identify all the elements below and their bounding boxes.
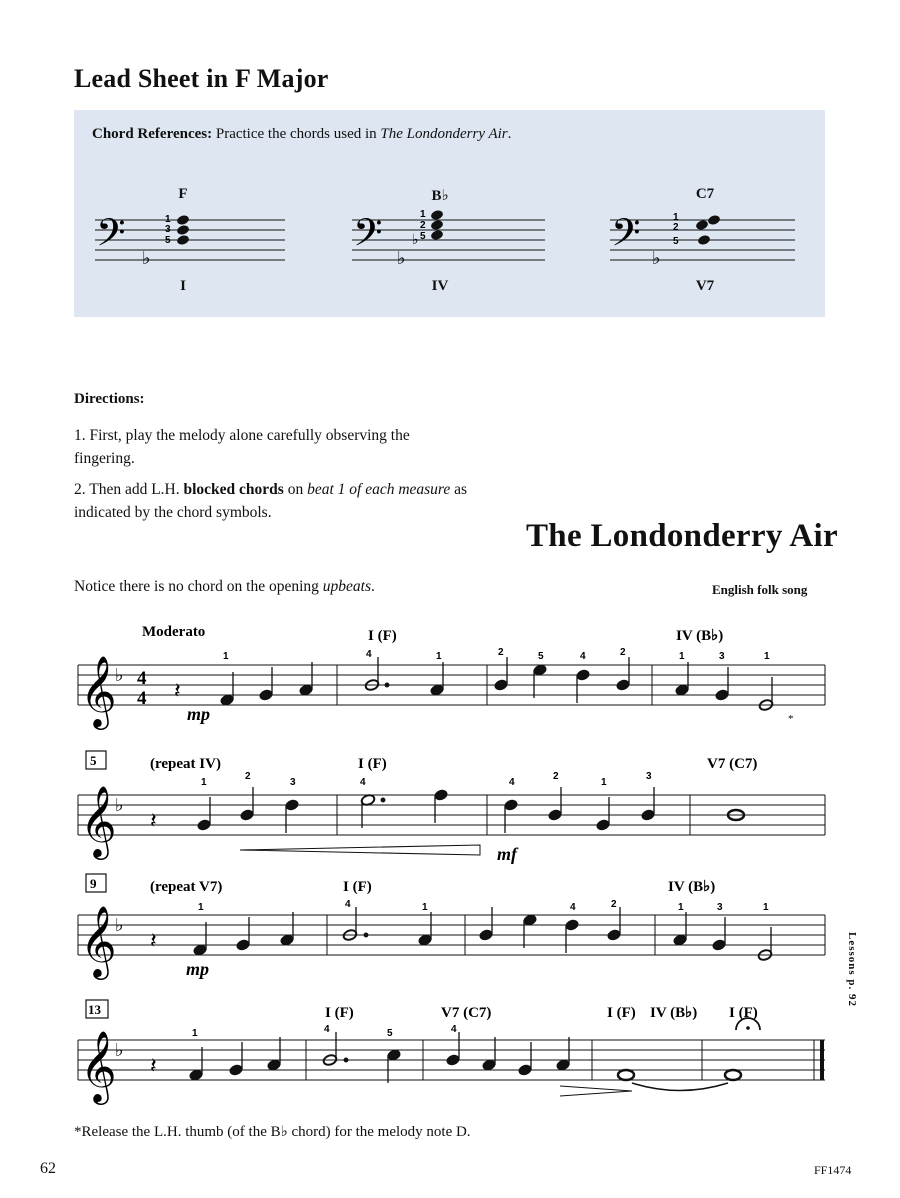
chord-symbol: IV (B♭) — [668, 879, 716, 895]
chord-reference-end: . — [507, 126, 512, 142]
svg-text:4: 4 — [509, 777, 515, 788]
svg-text:1: 1 — [198, 902, 204, 913]
time-sig-bottom: 4 — [137, 688, 147, 709]
chord-symbol: (repeat V7) — [150, 879, 223, 895]
quarter-rest-icon: 𝄽 — [174, 679, 181, 704]
catalog-code: FF1474 — [814, 1163, 852, 1177]
chord-note — [430, 219, 444, 231]
svg-text:1: 1 — [223, 651, 229, 662]
svg-text:3: 3 — [646, 771, 652, 782]
fingering: 5 — [165, 235, 171, 246]
fingering: 1 — [420, 209, 426, 220]
tie-icon — [632, 1083, 728, 1091]
page-number: 62 — [40, 1160, 56, 1177]
chord-symbol: I (F) — [343, 879, 372, 895]
fingering: 2 — [420, 220, 426, 231]
dynamic-mf: mf — [497, 844, 517, 864]
svg-text:2: 2 — [611, 899, 617, 910]
chord-symbol: I (F) — [368, 628, 397, 644]
svg-text:1: 1 — [201, 777, 207, 788]
svg-text:1: 1 — [763, 902, 769, 913]
staff-system-2 — [78, 795, 825, 835]
svg-text:1: 1 — [192, 1028, 198, 1039]
svg-text:4: 4 — [360, 777, 366, 788]
bass-clef-icon: 𝄢 — [611, 210, 641, 264]
flat-icon: ♭ — [142, 248, 151, 269]
chord-symbol: IV (B♭) — [676, 628, 724, 644]
fingering: 5 — [673, 236, 679, 247]
svg-text:4: 4 — [580, 651, 586, 662]
chord-symbol: I (F) — [358, 756, 387, 772]
direction-2-b: blocked chords — [183, 481, 284, 498]
direction-2-d: beat 1 of each measure — [307, 481, 451, 498]
staff-system-3 — [78, 915, 825, 955]
svg-text:2: 2 — [620, 647, 626, 658]
fingerings-system-4 — [192, 1024, 457, 1039]
svg-text:1: 1 — [601, 777, 607, 788]
quarter-rest-icon: 𝄽 — [150, 809, 157, 834]
quarter-rest-icon: 𝄽 — [150, 929, 157, 954]
svg-text:1: 1 — [679, 651, 685, 662]
fermata-dot — [746, 1026, 750, 1030]
tempo-marking: Moderato — [142, 624, 206, 640]
roman-i: I — [180, 278, 186, 294]
chord-name-bb: B♭ — [431, 188, 449, 204]
svg-text:4: 4 — [345, 899, 351, 910]
chord-note — [430, 209, 444, 221]
chord-symbol: I (F) — [729, 1005, 758, 1021]
flat-icon: ♭ — [397, 248, 406, 269]
flat-icon: ♭ — [412, 232, 419, 248]
fingerings-system-2 — [201, 771, 652, 788]
section-title: Lead Sheet in F Major — [74, 64, 329, 93]
chord-reference-text: Practice the chords used in — [215, 126, 377, 142]
svg-text:3: 3 — [717, 902, 723, 913]
chord-note — [697, 234, 711, 246]
flat-icon: ♭ — [652, 248, 661, 269]
chord-note — [430, 229, 444, 241]
svg-text:3: 3 — [719, 651, 725, 662]
fingering: 1 — [165, 214, 171, 225]
chord-symbol: V7 (C7) — [441, 1005, 492, 1021]
chord-note — [176, 224, 190, 236]
flat-icon: ♭ — [115, 665, 124, 686]
staff-system-1 — [78, 665, 825, 705]
dynamic-mp: mp — [187, 704, 211, 724]
svg-text:5: 5 — [387, 1028, 393, 1039]
side-note: Lessons p. 92 — [846, 932, 858, 1008]
treble-clef-icon: 𝄞 — [80, 784, 117, 857]
svg-text:5: 5 — [538, 651, 544, 662]
notice-a: Notice there is no chord on the opening — [74, 578, 319, 595]
roman-v7: V7 — [695, 278, 715, 294]
svg-text:2: 2 — [498, 647, 504, 658]
measure-number: 9 — [90, 876, 97, 891]
chord-name-c7: C7 — [695, 186, 715, 202]
time-sig-top: 4 — [137, 668, 147, 689]
decrescendo-hairpin — [560, 1086, 632, 1096]
treble-clef-icon: 𝄞 — [80, 904, 117, 977]
treble-clef-icon: 𝄞 — [80, 1029, 117, 1102]
notice-b: upbeats — [322, 578, 372, 595]
chord-symbol: I (F) — [607, 1005, 636, 1021]
svg-text:4: 4 — [570, 902, 576, 913]
svg-text:2: 2 — [553, 771, 559, 782]
chord-symbol: I (F) — [325, 1005, 354, 1021]
svg-text:1: 1 — [678, 902, 684, 913]
crescendo-hairpin — [240, 845, 480, 855]
fingering: 3 — [165, 224, 171, 235]
song-title: The Londonderry Air — [526, 518, 838, 554]
quarter-rest-icon: 𝄽 — [150, 1054, 157, 1079]
chord-symbol: V7 (C7) — [707, 756, 758, 772]
chord-reference-label: Chord References: — [92, 126, 213, 142]
direction-item-1: 1. First, play the melody alone carefully observing the fingering. — [74, 427, 410, 467]
chord-note — [695, 219, 709, 231]
roman-iv: IV — [431, 278, 449, 294]
svg-text:4: 4 — [451, 1024, 457, 1035]
svg-text:4: 4 — [324, 1024, 330, 1035]
dynamic-mp: mp — [186, 959, 210, 979]
final-barline — [820, 1040, 824, 1080]
svg-text:1: 1 — [764, 651, 770, 662]
fingering: 2 — [673, 222, 679, 233]
bass-clef-icon: 𝄢 — [96, 210, 126, 264]
measure-number: 13 — [88, 1002, 101, 1017]
composer: English folk song — [712, 582, 808, 597]
asterisk: * — [788, 713, 794, 725]
bass-clef-icon: 𝄢 — [353, 210, 383, 264]
svg-text:2: 2 — [245, 771, 251, 782]
chord-name-f: F — [178, 186, 188, 202]
flat-icon: ♭ — [115, 915, 124, 936]
fingerings-system-3 — [198, 899, 769, 913]
chord-symbol: (repeat IV) — [150, 756, 221, 772]
direction-2-e: as indicated by the chord symbols. — [74, 481, 468, 521]
fingerings-system-1 — [223, 647, 770, 662]
footnote: *Release the L.H. thumb (of the B♭ chord) for the melody note D. — [74, 1124, 471, 1140]
fingering: 1 — [673, 212, 679, 223]
flat-icon: ♭ — [115, 1040, 124, 1061]
direction-2-a: 2. Then add L.H. — [74, 481, 180, 498]
notice-c: . — [371, 578, 375, 595]
chord-symbol: IV (B♭) — [650, 1005, 698, 1021]
svg-text:1: 1 — [422, 902, 428, 913]
fingering: 5 — [420, 231, 426, 242]
treble-clef-icon: 𝄞 — [80, 654, 117, 727]
svg-text:1: 1 — [436, 651, 442, 662]
svg-text:4: 4 — [366, 649, 372, 660]
chord-note — [176, 234, 190, 246]
chord-reference-song: The Londonderry Air — [380, 126, 508, 142]
directions-heading: Directions: — [74, 391, 145, 407]
flat-icon: ♭ — [115, 795, 124, 816]
notes-system-2 — [197, 787, 744, 833]
direction-2-c: on — [287, 481, 304, 498]
measure-number: 5 — [90, 753, 97, 768]
svg-text:3: 3 — [290, 777, 296, 788]
